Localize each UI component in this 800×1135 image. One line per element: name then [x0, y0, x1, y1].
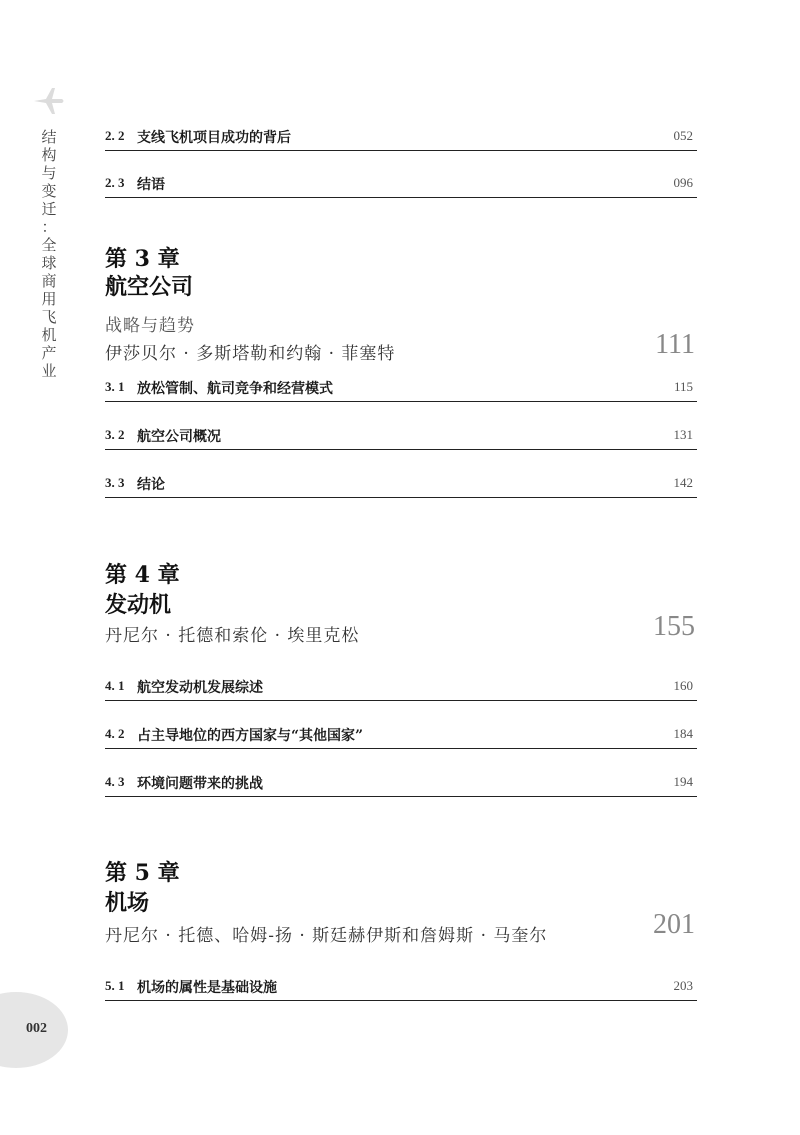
book-title-char: 业	[41, 362, 57, 380]
chapter-4-label: 第 4 章	[105, 562, 180, 588]
book-title-char: 构	[41, 146, 57, 164]
chapter-5-authors: 丹尼尔 · 托德、哈姆-扬 · 斯廷赫伊斯和詹姆斯 · 马奎尔	[105, 926, 548, 946]
section-page: 184	[673, 726, 693, 741]
book-title-char: 球	[41, 254, 57, 272]
chapter-4-title[interactable]: 发动机	[105, 592, 172, 618]
section-title: 航空公司概况	[137, 429, 221, 445]
book-title-char: 与	[41, 164, 57, 182]
toc-entry-4-1[interactable]	[105, 676, 697, 701]
page-number: 002	[26, 1021, 47, 1036]
chapter-5-label: 第 5 章	[105, 860, 180, 886]
section-number: 3. 3	[105, 475, 125, 490]
section-title: 放松管制、航司竞争和经营模式	[137, 381, 333, 397]
section-number: 3. 1	[105, 379, 125, 394]
chapter-3-page: 111	[655, 329, 695, 360]
chapter-4-page: 155	[653, 611, 695, 642]
toc-entry-2-2[interactable]	[105, 126, 697, 151]
toc-entry-3-3[interactable]	[105, 473, 697, 498]
toc-entry-2-3[interactable]	[105, 173, 697, 198]
section-page: 203	[673, 978, 693, 993]
book-title-char: 机	[41, 326, 57, 344]
chapter-5-title[interactable]: 机场	[105, 890, 150, 916]
section-page: 096	[673, 175, 693, 190]
section-page: 052	[673, 128, 693, 143]
chapter-5-page: 201	[653, 909, 695, 940]
section-title: 占主导地位的西方国家与“其他国家”	[137, 728, 364, 744]
chapter-3-subtitle: 战略与趋势	[105, 316, 195, 336]
book-title-char: ：	[41, 218, 57, 236]
toc-entry-4-2[interactable]	[105, 724, 697, 749]
section-number: 3. 2	[105, 427, 125, 442]
section-number: 4. 1	[105, 678, 125, 693]
chapter-3-title[interactable]: 航空公司	[105, 274, 194, 300]
section-title: 支线飞机项目成功的背后	[137, 130, 291, 146]
book-title-char: 全	[41, 236, 57, 254]
section-number: 4. 2	[105, 726, 125, 741]
chapter-3-authors: 伊莎贝尔 · 多斯塔勒和约翰 · 菲塞特	[105, 344, 396, 364]
section-title: 机场的属性是基础设施	[137, 980, 277, 996]
chapter-3-label: 第 3 章	[105, 246, 180, 272]
section-page: 131	[673, 427, 693, 442]
section-title: 结论	[137, 477, 165, 493]
toc-entry-4-3[interactable]	[105, 772, 697, 797]
chapter-4-authors: 丹尼尔 · 托德和索伦 · 埃里克松	[105, 626, 360, 646]
section-title: 航空发动机发展综述	[137, 680, 263, 696]
toc-entry-5-1[interactable]	[105, 976, 697, 1001]
section-title: 环境问题带来的挑战	[137, 776, 263, 792]
section-number: 5. 1	[105, 978, 125, 993]
book-title-char: 变	[41, 182, 57, 200]
section-page: 115	[673, 379, 693, 394]
section-number: 2. 3	[105, 175, 125, 190]
book-title-char: 产	[41, 344, 57, 362]
section-number: 4. 3	[105, 774, 125, 789]
section-number: 2. 2	[105, 128, 125, 143]
section-page: 142	[673, 475, 693, 490]
book-title-vertical	[38, 128, 60, 380]
toc-entry-3-1[interactable]	[105, 377, 697, 402]
airplane-icon	[32, 84, 66, 118]
book-title-char: 商	[41, 272, 57, 290]
book-title-char: 迁	[41, 200, 57, 218]
book-title-char: 用	[41, 290, 57, 308]
section-page: 194	[673, 774, 693, 789]
book-title-char: 飞	[41, 308, 57, 326]
section-title: 结语	[137, 177, 165, 193]
book-title-char: 结	[41, 128, 57, 146]
section-page: 160	[673, 678, 693, 693]
toc-entry-3-2[interactable]	[105, 425, 697, 450]
